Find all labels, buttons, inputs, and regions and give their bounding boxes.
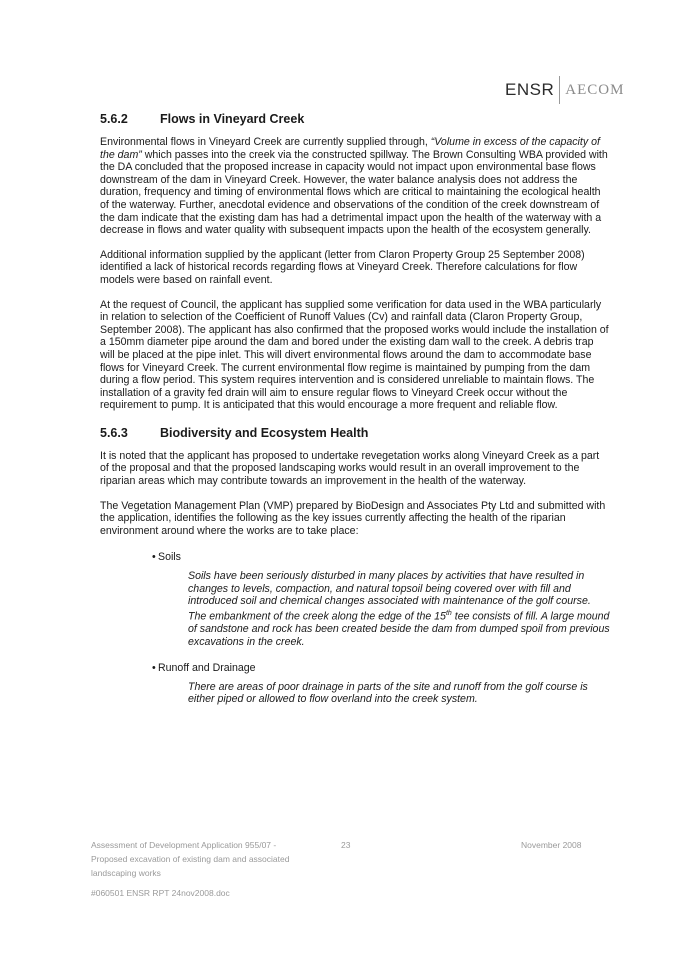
- section-number: 5.6.3: [100, 425, 128, 440]
- list-item-label: Soils: [158, 551, 181, 564]
- footer-filename: #060501 ENSR RPT 24nov2008.doc: [91, 888, 230, 898]
- paragraph: At the request of Council, the applicant has supplied some verification for data used in the WBA particularly in relation to selection of the Coefficient of Runoff Values (Cv) and rainfall data (Claron Property Group, September 2008). The applicant has also confirmed that the proposed works would include the installation of a 150mm diameter pipe around the dam and bored under the existing dam wall to the creek. A debris trap will be placed at the pipe inlet. This will divert environmental flows around the dam to accommodate base flows for Vineyard Creek. The current environmental flow regime is maintained by pumping from the dam during a flow period. This system requires intervention and is considered unreliable to maintain flows. The installation of a gravity fed drain will aim to ensure regular flows to Vineyard Creek occur without the requirement to pump. It is anticipated that this would encourage a more frequent and reliable flow.: [100, 298, 609, 412]
- paragraph: Additional information supplied by the applicant (letter from Claron Property Group 25 September 2008) identified a lack of historical records regarding flows at Vineyard Creek. Therefore calculations for flow models were based on rainfall event.: [100, 248, 585, 286]
- company-logo: [505, 76, 624, 104]
- logo-divider: [559, 76, 560, 104]
- bullet-icon: •: [152, 662, 156, 675]
- section-title: Biodiversity and Ecosystem Health: [160, 425, 369, 440]
- quote-text: tee consists of fill. A large mound of sandstone and rock has been created beside the dam from dumped spoil from previous excavations in the creek.: [188, 610, 610, 648]
- section-heading-5-6-3: [100, 426, 610, 440]
- paragraph: [100, 136, 610, 237]
- paragraph: The Vegetation Management Plan (VMP) prepared by BioDesign and Associates Pty Ltd and submitted with the application, identifies the following as the key issues currently affecting the health of the riparian environment around where the works are to take place:: [100, 499, 606, 537]
- paragraph-text: which passes into the creek via the constructed spillway. The Brown Consulting WBA provided with the DA concluded that the proposed increase in capacity would not impact upon environmental base flows downstream of the dam in Vineyard Creek. However, the water balance analysis does not address the duration, frequency and timing of environmental flows which are critical to maintaining the ecological health of the waterway. Further, anecdotal evidence and observations of the condition of the creek downstream of the dam indicate that the existing dam has had a detrimental impact upon the health of the waterway with a decrease in flows and water quality with subsequent impacts upon the health of the ecosystem generally.: [100, 148, 608, 237]
- page-number: 23: [341, 840, 351, 850]
- quote-text: There are areas of poor drainage in parts of the site and runoff from the golf course is either piped or allowed to flow overland into the creek system.: [188, 680, 588, 706]
- list-item: [100, 551, 610, 564]
- footer-line: Proposed excavation of existing dam and associated: [91, 854, 290, 864]
- section-title: Flows in Vineyard Creek: [160, 112, 305, 126]
- list-item: [100, 662, 610, 675]
- logo-ensr: ENSR: [505, 80, 555, 99]
- quoted-text: “Volume in excess of the capacity of the dam”: [100, 136, 600, 161]
- document-body: [100, 112, 610, 718]
- footer-line: landscaping works: [91, 868, 161, 878]
- section-heading-5-6-2: [100, 112, 610, 126]
- superscript: th: [445, 609, 452, 617]
- footer-date: November 2008: [521, 840, 582, 850]
- section-number: 5.6.2: [100, 112, 128, 126]
- bullet-icon: •: [152, 551, 156, 564]
- paragraph-text: Environmental flows in Vineyard Creek are currently supplied through,: [100, 136, 431, 148]
- footer-document-title: [91, 838, 321, 880]
- list-item-label: Runoff and Drainage: [158, 662, 256, 675]
- quoted-text: [188, 681, 610, 706]
- quoted-text: [188, 570, 610, 648]
- logo-aecom: AECOM: [565, 81, 625, 98]
- quote-text: Soils have been seriously disturbed in many places by activities that have resulted in changes to levels, compaction, and natural topsoil being covered over with fill and introduced soil and chemical changes associated with maintenance of the golf course. The embankment of the creek along the edge of the 15: [188, 570, 591, 623]
- footer-line: Assessment of Development Application 955/07 -: [91, 840, 277, 850]
- paragraph: It is noted that the applicant has proposed to undertake revegetation works along Vineyard Creek as a part of the proposal and that the proposed landscaping works would result in an overall improvement to the riparian areas which may contribute towards an improvement in the health of the waterway.: [100, 449, 600, 488]
